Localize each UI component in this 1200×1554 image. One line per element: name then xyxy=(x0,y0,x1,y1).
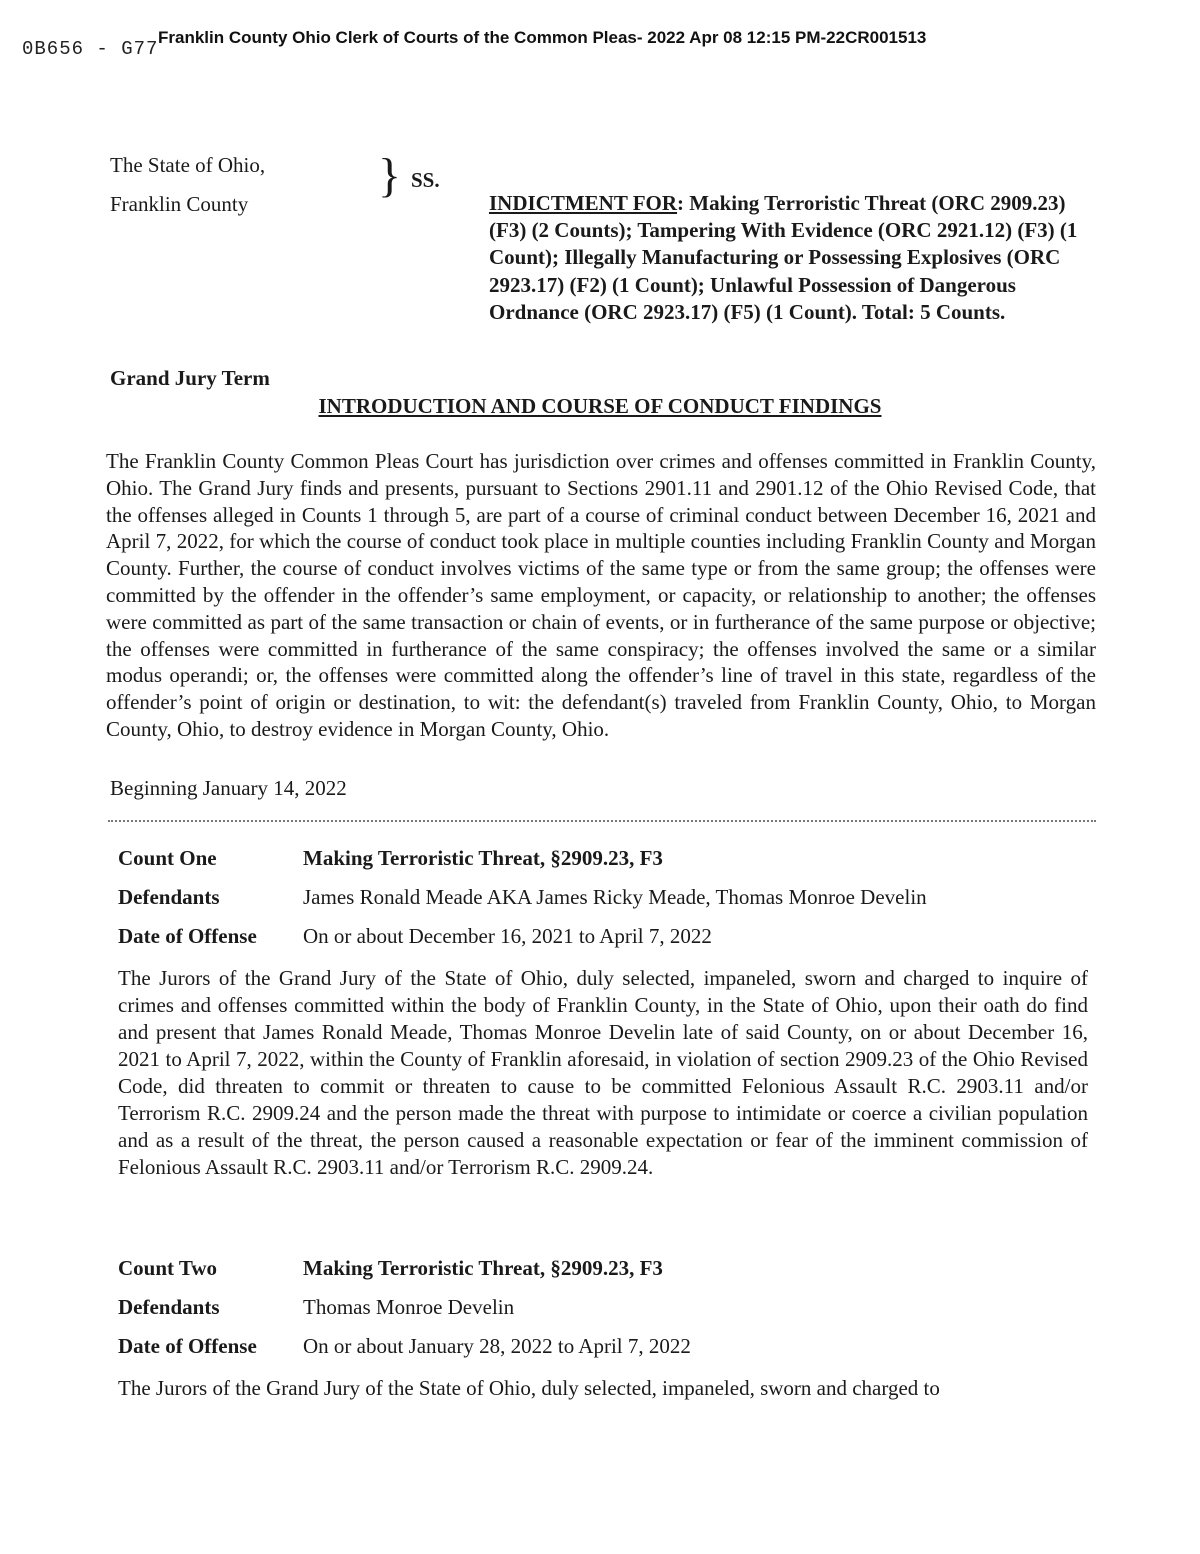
count-title: Making Terroristic Threat, §2909.23, F3 xyxy=(303,1256,663,1280)
grand-jury-term: Grand Jury Term xyxy=(110,366,270,390)
date-of-offense-row xyxy=(118,1334,1098,1373)
indictment-charges: : Making Terroristic Threat (ORC 2909.23) (F3) (2 Counts); Tampering With Evidence (ORC 2921.12) (F3) (1 Count); Illegally Manufacturing or Possessing Explosives (ORC 2923.17) (F2) (1 Count); Unlawful Possession of Dangerous Ordnance (ORC 2923.17) (F5) (1 Count). Total: 5 Counts. xyxy=(489,191,1078,324)
venue-county: Franklin County xyxy=(110,192,249,216)
count-block xyxy=(118,846,1098,1181)
defendants-row xyxy=(118,885,1098,924)
date-of-offense-value: On or about January 28, 2022 to April 7, 2022 xyxy=(303,1334,691,1358)
count-label: Count Two xyxy=(118,1256,218,1280)
defendants-value: Thomas Monroe Develin xyxy=(303,1295,515,1319)
date-of-offense-label: Date of Offense xyxy=(118,924,257,948)
defendants-label: Defendants xyxy=(118,1295,220,1319)
count-text: The Jurors of the Grand Jury of the State of Ohio, duly selected, impaneled, sworn and charged to inquire of crimes and offenses committed within the body of Franklin County, in the State of Ohio, upon their oath do find and present that James Ronald Meade, Thomas Monroe Develin late of said County, on or about December 16, 2021 to April 7, 2022, within the County of Franklin aforesaid, in violation of section 2909.23 of the Ohio Revised Code, did threaten to commit or threaten to cause to be committed Felonious Assault R.C. 2903.11 and/or Terrorism R.C. 2909.24 and the person made the threat with purpose to intimidate or coerce a civilian population and as a result of the threat, the person caused a reasonable expectation or fear of the imminent commission of Felonious Assault R.C. 2903.11 and/or Terrorism R.C. 2909.24. xyxy=(118,966,1088,1179)
date-of-offense-value: On or about December 16, 2021 to April 7, 2022 xyxy=(303,924,712,948)
venue-state: The State of Ohio, xyxy=(110,153,266,177)
venue-brace-icon: } xyxy=(378,149,402,202)
clerk-filing-stamp: Franklin County Ohio Clerk of Courts of the Common Pleas- 2022 Apr 08 12:15 PM-22CR001513 xyxy=(158,28,927,47)
count-block xyxy=(118,1256,1098,1402)
count-heading-row xyxy=(118,846,1098,885)
indictment-summary xyxy=(489,190,1089,326)
document-control-number: 0B656 - G77 xyxy=(22,38,159,60)
intro-paragraph: The Franklin County Common Pleas Court has jurisdiction over crimes and offenses committed in Franklin County, Ohio. The Grand Jury finds and presents, pursuant to Sections 2901.11 and 2901.12 of the Ohio Revised Code, that the offenses alleged in Counts 1 through 5, are part of a course of criminal conduct between December 16, 2021 and April 7, 2022, for which the course of conduct took place in multiple counties including Franklin County and Morgan County. Further, the course of conduct involves victims of the same type or from the same group; the offenses were committed by the offender in the offender’s same employment, or capacity, or relationship to another; the offenses were committed as part of the same transaction or chain of events, or in furtherance of the same purpose or objective; the offenses were committed in furtherance of the same conspiracy; the offenses involved the same or a similar modus operandi; or, the offenses were committed along the offender’s line of travel in this state, regardless of the offender’s point of origin or destination, to wit: the defendant(s) traveled from Franklin County, Ohio, to Morgan County, Ohio, to destroy evidence in Morgan County, Ohio. xyxy=(106,449,1096,741)
indictment-lead: INDICTMENT FOR xyxy=(489,191,678,215)
defendants-label: Defendants xyxy=(118,885,220,909)
count-label: Count One xyxy=(118,846,217,870)
dotted-divider xyxy=(108,820,1096,822)
count-heading-row xyxy=(118,1256,1098,1295)
defendants-row xyxy=(118,1295,1098,1334)
section-title: INTRODUCTION AND COURSE OF CONDUCT FINDINGS xyxy=(318,394,882,418)
count-title: Making Terroristic Threat, §2909.23, F3 xyxy=(303,846,663,870)
venue-block xyxy=(110,146,265,224)
beginning-date: Beginning January 14, 2022 xyxy=(110,776,347,800)
defendants-value: James Ronald Meade AKA James Ricky Meade, Thomas Monroe Develin xyxy=(303,885,927,909)
venue-ss: SS. xyxy=(411,168,440,192)
count-text: The Jurors of the Grand Jury of the State of Ohio, duly selected, impaneled, sworn and charged to xyxy=(118,1376,940,1400)
date-of-offense-label: Date of Offense xyxy=(118,1334,257,1358)
date-of-offense-row xyxy=(118,924,1098,963)
